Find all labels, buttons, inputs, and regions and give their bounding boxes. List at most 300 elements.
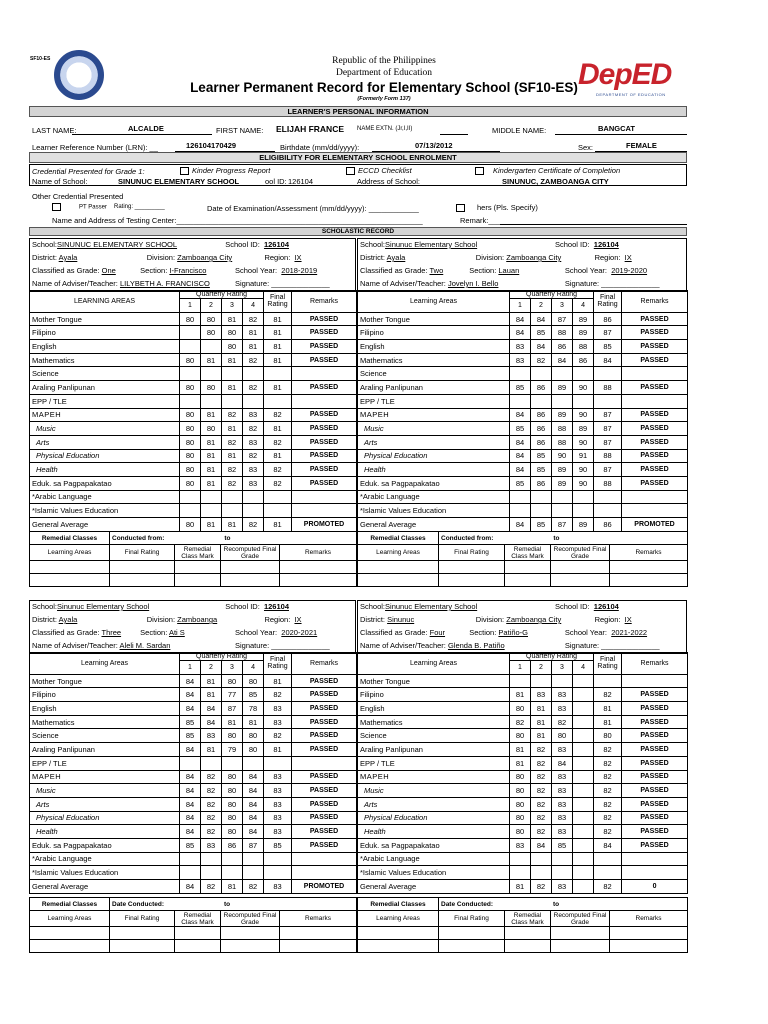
quarter-grade: 86 [531,435,552,449]
quarter-grade: 83 [510,353,531,367]
table-row [358,490,688,504]
final-grade [264,756,292,770]
quarter-grade [573,715,594,729]
table-row [358,784,688,798]
quarter-grade [573,756,594,770]
school-year-label: School Year: [235,628,278,637]
school-id-label: School ID: [555,240,590,249]
col-final-rating: Final Rating [594,291,622,313]
kinder-progress-option[interactable] [180,166,270,175]
quarter-grade: 80 [180,381,201,395]
quarter-grade: 82 [243,880,264,894]
final-grade: 83 [264,715,292,729]
remedial-row [358,574,688,587]
quarter-grade: 84 [180,674,201,688]
last-name-label: LAST NAME: [32,126,77,135]
quarter-grade: 81 [222,518,243,532]
quarter-grade: 84 [243,825,264,839]
quarter-grade: 81 [222,422,243,436]
remark: PASSED [292,353,357,367]
quarter-grade: 82 [201,784,222,798]
col-q2: 2 [531,661,552,675]
school-year-value: 2021-2022 [611,628,648,637]
table-row [30,449,357,463]
subject-name: Science [358,367,510,381]
district-value: Ayala [58,615,78,624]
table-row [358,688,688,702]
final-grade: 81 [594,715,622,729]
region-value: IX [294,253,302,262]
quarter-grade [180,326,201,340]
col-q1: 1 [510,299,531,313]
remedial-table [357,531,688,587]
quarter-grade: 84 [510,518,531,532]
quarter-grade: 84 [531,838,552,852]
remark: PASSED [292,476,357,490]
rem-col-final-rating: Final Rating [439,911,505,927]
quarter-grade [201,490,222,504]
subject-name: *Arabic Language [358,490,510,504]
table-row [30,422,357,436]
quarter-grade: 84 [243,811,264,825]
rem-col-class-mark: Remedial Class Mark [505,911,551,927]
quarter-grade [573,811,594,825]
quarter-grade: 80 [222,340,243,354]
adviser-value: Glenda B. Patiño [447,641,505,650]
quarter-grade: 82 [552,715,573,729]
rem-col-final-rating: Final Rating [439,545,505,561]
signature-label: Signature: [564,641,600,650]
remark: PASSED [622,381,688,395]
table-row [358,743,688,757]
to-label: to [553,900,560,908]
table-row [30,688,357,702]
deped-seal-icon [54,50,104,100]
quarter-grade: 83 [552,811,573,825]
remark: PASSED [292,838,357,852]
quarter-grade: 85 [552,838,573,852]
remark: PASSED [292,408,357,422]
subject-name: Music [30,784,180,798]
quarter-grade [510,866,531,880]
final-grade: 83 [264,825,292,839]
quarter-grade: 81 [201,408,222,422]
pept-checkbox[interactable] [52,203,61,211]
remark: PASSED [292,463,357,477]
quarter-grade: 85 [531,449,552,463]
first-name-label: FIRST NAME: [216,126,264,135]
quarter-grade [573,880,594,894]
middle-name-label: MIDDLE NAME: [492,126,547,135]
quarter-grade: 82 [222,408,243,422]
remark: PASSED [292,340,357,354]
others-checkbox[interactable] [456,204,465,212]
grade-label: Classified as Grade: [32,628,100,637]
quarter-grade: 82 [531,756,552,770]
subject-name: Mathematics [30,353,180,367]
subject-name: Eduk. sa Pagpapakatao [358,838,510,852]
quarter-grade: 90 [573,476,594,490]
pept-option[interactable] [52,203,107,211]
final-grade: 81 [264,381,292,395]
table-row [30,340,357,354]
quarter-grade [180,340,201,354]
quarter-grade: 84 [201,715,222,729]
quarter-grade: 90 [573,381,594,395]
final-grade: 82 [264,463,292,477]
table-row [358,408,688,422]
quarter-grade: 85 [180,838,201,852]
final-grade: 82 [264,688,292,702]
quarter-grade: 82 [531,797,552,811]
quarter-grade: 83 [552,702,573,716]
remark: PROMOTED [292,880,357,894]
school-value: Sinunuc Elementary School [385,602,478,611]
final-grade: 81 [264,326,292,340]
table-row [30,490,357,504]
quarter-grade [201,852,222,866]
division-label: Division: [475,615,505,624]
deped-logo-subtext: DEPARTMENT OF EDUCATION [596,92,666,97]
rem-col-recomputed: Recomputed Final Grade [551,545,610,561]
quarter-grade: 80 [201,381,222,395]
quarter-grade: 80 [510,729,531,743]
col-remarks: Remarks [622,291,688,313]
quarter-grade: 81 [201,449,222,463]
quarter-grade: 83 [552,743,573,757]
table-row [30,770,357,784]
eccd-checkbox[interactable] [346,167,355,175]
quarter-grade: 83 [552,688,573,702]
quarter-grade [201,394,222,408]
grades-table [357,652,688,894]
quarter-grade [180,367,201,381]
quarter-grade: 84 [531,340,552,354]
quarter-grade: 85 [531,463,552,477]
remedial-table [357,897,688,953]
school-id-label: School ID: [225,602,260,611]
elig-school-name-value: SINUNUC ELEMENTARY SCHOOL [118,177,240,186]
rem-col-final-rating: Final Rating [110,911,175,927]
col-final-rating: Final Rating [264,653,292,675]
quarter-grade [531,674,552,688]
quarter-grade: 89 [552,463,573,477]
quarter-grade: 80 [510,825,531,839]
school-id-label: School ID: [555,602,590,611]
school-label: School: [32,240,58,249]
remark: PASSED [292,449,357,463]
others-option[interactable] [456,203,538,212]
remark: PASSED [622,825,688,839]
name-ext-label: NAME EXTN. (Jr,I,II) [357,126,413,132]
subject-name: *Arabic Language [30,852,180,866]
remark: PASSED [622,476,688,490]
final-grade: 81 [264,674,292,688]
quarter-grade [222,490,243,504]
quarter-grade: 84 [180,797,201,811]
subject-name: *Islamic Values Education [30,504,180,518]
quarter-grade: 82 [531,743,552,757]
quarter-grade [573,394,594,408]
remark [622,367,688,381]
pept-rating-label: Rating: _________ [114,204,165,210]
quarter-grade: 84 [243,770,264,784]
final-grade: 81 [264,743,292,757]
table-row [30,476,357,490]
subject-name: EPP / TLE [30,394,180,408]
table-row [358,449,688,463]
quarter-grade [573,784,594,798]
rem-col-recomputed: Recomputed Final Grade [551,911,610,927]
subject-name: Health [30,463,180,477]
quarter-grade: 87 [552,518,573,532]
remark: PASSED [292,702,357,716]
quarter-grade: 86 [222,838,243,852]
remark: PASSED [292,422,357,436]
to-label: to [553,534,560,542]
subject-name: Arts [358,435,510,449]
table-row [30,715,357,729]
subject-name: Music [30,422,180,436]
adviser-value: Aleli M. Sardan [119,641,171,650]
final-grade: 87 [594,463,622,477]
quarter-grade: 87 [222,702,243,716]
table-row [30,408,357,422]
col-q2: 2 [201,299,222,313]
middle-name-value: BANGCAT [598,124,635,133]
quarter-grade: 90 [573,408,594,422]
subject-name: Eduk. sa Pagpapakatao [358,476,510,490]
quarter-grade: 80 [180,312,201,326]
quarter-grade [531,866,552,880]
remark: 0 [622,880,688,894]
quarter-grade: 81 [243,340,264,354]
school-label: School: [360,240,386,249]
quarter-grade: 81 [531,702,552,716]
quarter-grade: 85 [243,688,264,702]
quarter-grade: 81 [201,674,222,688]
quarter-grade: 80 [510,811,531,825]
quarter-grade: 84 [552,756,573,770]
quarter-grade: 81 [201,463,222,477]
quarter-grade: 80 [510,702,531,716]
quarter-grade [531,367,552,381]
remark [622,504,688,518]
remark [292,756,357,770]
final-grade [594,852,622,866]
school-id-value: 126104 [263,240,289,249]
quarter-grade: 84 [243,797,264,811]
table-row [30,394,357,408]
quarter-grade: 82 [222,476,243,490]
remark: PASSED [292,715,357,729]
quarter-grade [573,504,594,518]
col-q3: 3 [222,661,243,675]
district-label: District: [360,253,385,262]
quarter-grade: 80 [243,674,264,688]
table-row [358,825,688,839]
table-row [30,825,357,839]
final-grade [264,367,292,381]
subject-name: Filipino [358,688,510,702]
final-grade: 81 [264,353,292,367]
school-year-label: School Year: [564,266,608,275]
quarter-grade [201,504,222,518]
remark: PASSED [292,312,357,326]
remark: PASSED [622,422,688,436]
kinder-cert-checkbox[interactable] [475,167,484,175]
subject-name: MAPEH [30,770,180,784]
grade-label: Classified as Grade: [32,266,100,275]
subject-name: EPP / TLE [30,756,180,770]
school-value: SINUNUC ELEMENTARY SCHOOL [57,240,178,249]
region-value: IX [624,253,632,262]
remark: PASSED [292,811,357,825]
quarter-grade: 84 [531,312,552,326]
remark: PASSED [622,449,688,463]
final-grade: 88 [594,449,622,463]
quarter-grade [573,866,594,880]
quarter-grade [510,394,531,408]
subject-name: Araling Panlipunan [30,743,180,757]
quarter-grade: 80 [222,825,243,839]
kinder-progress-checkbox[interactable] [180,167,189,175]
table-row [30,353,357,367]
remark: PASSED [622,312,688,326]
remark: PASSED [292,674,357,688]
subject-name: *Islamic Values Education [358,504,510,518]
quarter-grade: 86 [552,340,573,354]
remark [622,490,688,504]
elig-address-label: Address of School: [357,177,420,186]
quarter-grade: 84 [180,811,201,825]
quarter-grade: 84 [180,770,201,784]
quarter-grade: 84 [201,702,222,716]
remark: PASSED [622,702,688,716]
quarter-grade [552,367,573,381]
quarter-grade: 80 [222,770,243,784]
final-grade: 82 [264,435,292,449]
quarter-grade: 84 [180,743,201,757]
quarter-grade: 82 [243,518,264,532]
subject-name: English [30,702,180,716]
school-year-label: School Year: [564,628,608,637]
quarter-grade: 84 [510,449,531,463]
conducted-label: Conducted from: [112,534,165,542]
other-credential-label: Other Credential Presented [32,192,124,201]
signature-label: Signature: [235,641,270,650]
table-row [358,340,688,354]
subject-name: Mathematics [30,715,180,729]
quarter-grade: 89 [573,312,594,326]
table-row [30,367,357,381]
kinder-cert-option[interactable] [475,166,620,175]
rem-col-learning-areas: Learning Areas [30,911,110,927]
table-row [358,394,688,408]
subject-name: Health [358,825,510,839]
table-row [30,702,357,716]
region-label: Region: [264,253,291,262]
school-id-value: 126104 [593,602,619,611]
final-grade: 82 [594,756,622,770]
quarter-grade: 84 [180,688,201,702]
quarter-grade [180,490,201,504]
remark: PASSED [622,463,688,477]
remark [622,852,688,866]
table-row [358,674,688,688]
remark [622,674,688,688]
quarter-grade: 87 [552,312,573,326]
lrn-value: 126104170429 [186,141,237,150]
testing-center-label: Name and Address of Testing Center:___________________________________________________________ [52,216,423,225]
remark: PASSED [292,825,357,839]
elig-school-id-value: 126104 [288,177,314,186]
quarter-grade: 80 [222,811,243,825]
remark: PASSED [622,756,688,770]
table-row [358,838,688,852]
table-row [358,756,688,770]
quarter-grade: 84 [243,784,264,798]
quarter-grade: 82 [531,825,552,839]
section-label: Section: [140,628,168,637]
district-label: District: [360,615,385,624]
quarter-grade: 90 [573,463,594,477]
col-final-rating: Final Rating [264,291,292,313]
final-grade: 88 [594,381,622,395]
quarter-grade: 81 [201,476,222,490]
rem-col-remarks: Remarks [610,911,688,927]
col-learning-areas: LEARNING AREAS [30,291,180,313]
quarter-grade [573,797,594,811]
quarter-grade [573,674,594,688]
subject-name: Eduk. sa Pagpapakatao [30,476,180,490]
quarter-grade: 89 [573,326,594,340]
subject-name: Mathematics [358,353,510,367]
grade-value: Four [429,628,446,637]
quarter-grade: 88 [573,340,594,354]
remark: PASSED [622,729,688,743]
quarter-grade: 83 [552,784,573,798]
remark [292,866,357,880]
section-value: I-Francisco [169,266,207,275]
table-row [30,743,357,757]
department-text: Department of Education [335,68,433,78]
adviser-label: Name of Adviser/Teacher: [360,279,446,288]
final-grade: 87 [594,435,622,449]
quarter-grade: 82 [201,811,222,825]
remark: PASSED [292,435,357,449]
final-grade: 81 [594,702,622,716]
table-row [30,756,357,770]
district-value: Sinunuc [387,615,415,624]
subject-name: EPP / TLE [358,394,510,408]
table-row [358,770,688,784]
remedial-row [30,940,357,953]
final-grade: 83 [264,811,292,825]
table-row [30,811,357,825]
eccd-option[interactable] [346,166,412,175]
table-row [358,353,688,367]
quarter-grade: 88 [552,326,573,340]
final-grade [594,866,622,880]
rem-col-learning-areas: Learning Areas [358,911,439,927]
quarter-grade [531,394,552,408]
quarter-grade: 80 [180,353,201,367]
quarter-grade: 83 [510,340,531,354]
page-subtitle: (Formerly Form 137) [357,96,411,102]
rem-col-remarks: Remarks [610,545,688,561]
rem-col-learning-areas: Learning Areas [30,545,110,561]
